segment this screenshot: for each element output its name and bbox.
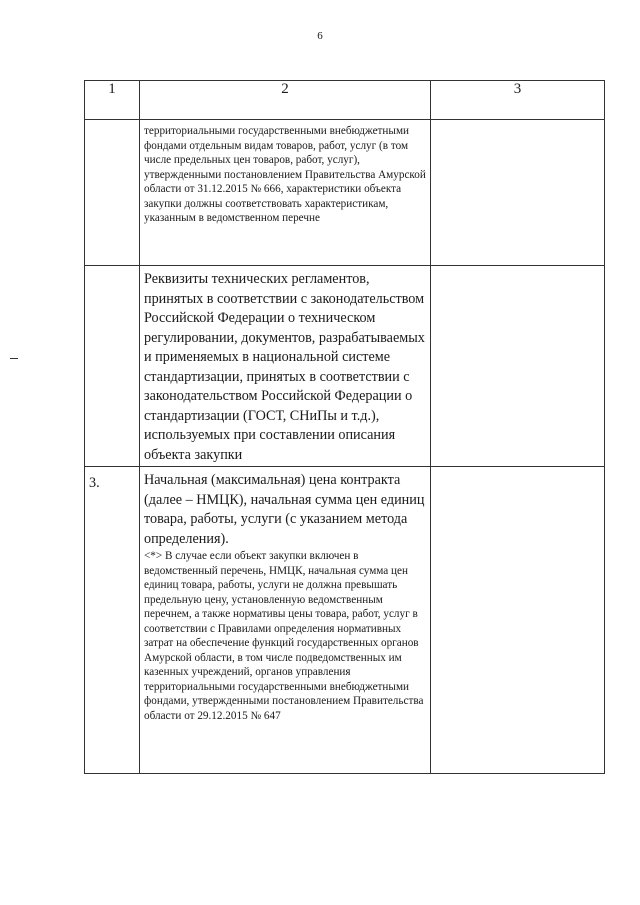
row-text-cell [140, 120, 431, 266]
row-text-cell [140, 467, 431, 774]
row-number: 3. [89, 475, 100, 491]
table-header-row [85, 81, 605, 120]
row-text: Реквизиты технических регламентов, принятых в соответствии с законодательством Российской Федерации о техническом регулировании, документов, разрабатываемых и применяемых в национальной системе стандартизации, принятых в соответствии с законодательством Российской Федерации о стандартизации (ГОСТ, СНиПы и т.д.), используемых при составлении описания объекта закупки [144, 271, 425, 463]
row-text: территориальными государственными внебюджетными фондами отдельным видам товаров, работ, услуг (в том числе предельных цен товаров, работ, услуг), утвержденными постановлением Правительства Амурской области от 31.12.2015 № 666, характеристики объекта закупки должны соответствовать характеристикам, указанным в ведомственном перечне [144, 125, 426, 224]
row-text-cell [140, 266, 431, 467]
row-col3-cell [431, 467, 605, 774]
header-col-2: 2 [140, 81, 431, 120]
row-col3-cell [431, 120, 605, 266]
row-col3-cell [431, 266, 605, 467]
form-table [84, 80, 605, 774]
margin-mark [10, 358, 18, 359]
row-number-cell [85, 120, 140, 266]
table-row [85, 266, 605, 467]
row-footnote: <*> В случае если объект закупки включен в ведомственный перечень, НМЦК, начальная сумма цен единиц товара, работы, услуги не должна превышать предельную цену, установленную ведомственным перечнем, а также нормативы цены товара, работ, услуг в соответствии с Правилами определения нормативных затрат на обеспечение функций государственных органов Амурской области, в том числе подведомственных им казенных учреждений, органов управления территориальными государственными внебюджетными фондами, утвержденными постановлением Правительства области от 29.12.2015 № 647 [144, 550, 424, 722]
header-col-1: 1 [85, 81, 140, 120]
table-row [85, 467, 605, 774]
header-col-3: 3 [431, 81, 605, 120]
row-text: Начальная (максимальная) цена контракта (далее – НМЦК), начальная сумма цен единиц товара, работы, услуги (с указанием метода определения). [144, 472, 425, 547]
table-row [85, 120, 605, 266]
row-number-cell [85, 266, 140, 467]
page-number: 6 [317, 30, 323, 42]
row-number-cell [85, 467, 140, 774]
